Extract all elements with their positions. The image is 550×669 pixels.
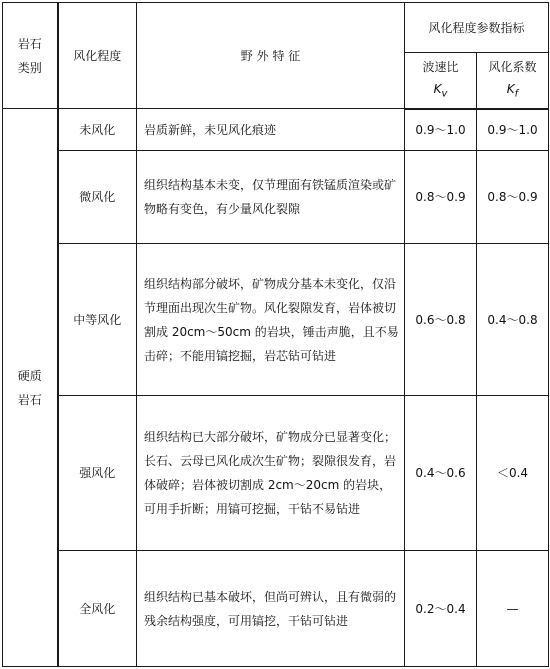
wave-ratio-cell: 0.8～0.9 [405,151,477,244]
header-weathering-degree: 风化程度 [58,3,137,109]
weathering-table [2,2,549,667]
weathering-coef-cell: 0.8～0.9 [477,151,549,244]
weathering-degree-cell: 全风化 [58,551,137,667]
field-feature-cell: 岩质新鲜，未见风化痕迹 [137,109,405,151]
weathering-degree-cell: 微风化 [58,151,137,244]
weathering-coef-cell: 0.9～1.0 [477,109,549,151]
header-weathering-coef-label: 风化系数 [488,59,537,74]
field-feature-cell: 组织结构已大部分破坏，矿物成分已显著变化；长石、云母已风化成次生矿物；裂隙很发育，岩体破碎；岩体被切割成 2cm～20cm 的岩块，可用手折断；用镐可挖掘，干钻不易钻进 [137,396,405,551]
table-row [3,396,549,551]
weathering-coef-cell: ＜0.4 [477,396,549,551]
table-row [3,151,549,244]
header-rock-category-line1: 岩石 [17,36,42,51]
header-params-group: 风化程度参数指标 [405,3,549,53]
header-rock-category [3,3,58,109]
header-wave-ratio-label: 波速比 [422,59,459,74]
weathering-degree-cell: 中等风化 [58,244,137,396]
rock-type-cell [3,109,58,667]
table-row [3,244,549,396]
table-row [3,551,549,667]
wave-ratio-cell: 0.4～0.6 [405,396,477,551]
field-feature-cell: 组织结构已基本破坏，但尚可辨认，且有微弱的残余结构强度，可用镐挖，干钻可钻进 [137,551,405,667]
rock-type-line2: 岩石 [17,392,42,407]
weathering-coef-cell: 0.4～0.8 [477,244,549,396]
field-feature-cell: 组织结构部分破坏，矿物成分基本未变化，仅沿节理面出现次生矿物。风化裂隙发育，岩体被切割成 20cm～50cm 的岩块，锤击声脆，且不易击碎；不能用镐挖掘，岩芯钻可钻进 [137,244,405,396]
table-row [3,109,549,151]
weathering-degree-cell: 未风化 [58,109,137,151]
header-weathering-coef-symbol: $K_f$ [506,81,519,99]
wave-ratio-cell: 0.6～0.8 [405,244,477,396]
rock-type-line1: 硬质 [17,368,42,383]
header-wave-ratio [405,53,477,109]
wave-ratio-cell: 0.2～0.4 [405,551,477,667]
wave-ratio-cell: 0.9～1.0 [405,109,477,151]
weathering-coef-cell: — [477,551,549,667]
weathering-degree-cell: 强风化 [58,396,137,551]
header-field-features: 野 外 特 征 [137,3,405,109]
field-feature-cell: 组织结构基本未变，仅节理面有铁锰质渲染或矿物略有变色，有少量风化裂隙 [137,151,405,244]
header-weathering-coef [477,53,549,109]
header-rock-category-line2: 类别 [17,60,42,75]
header-wave-ratio-symbol: $K_v$ [433,81,448,99]
